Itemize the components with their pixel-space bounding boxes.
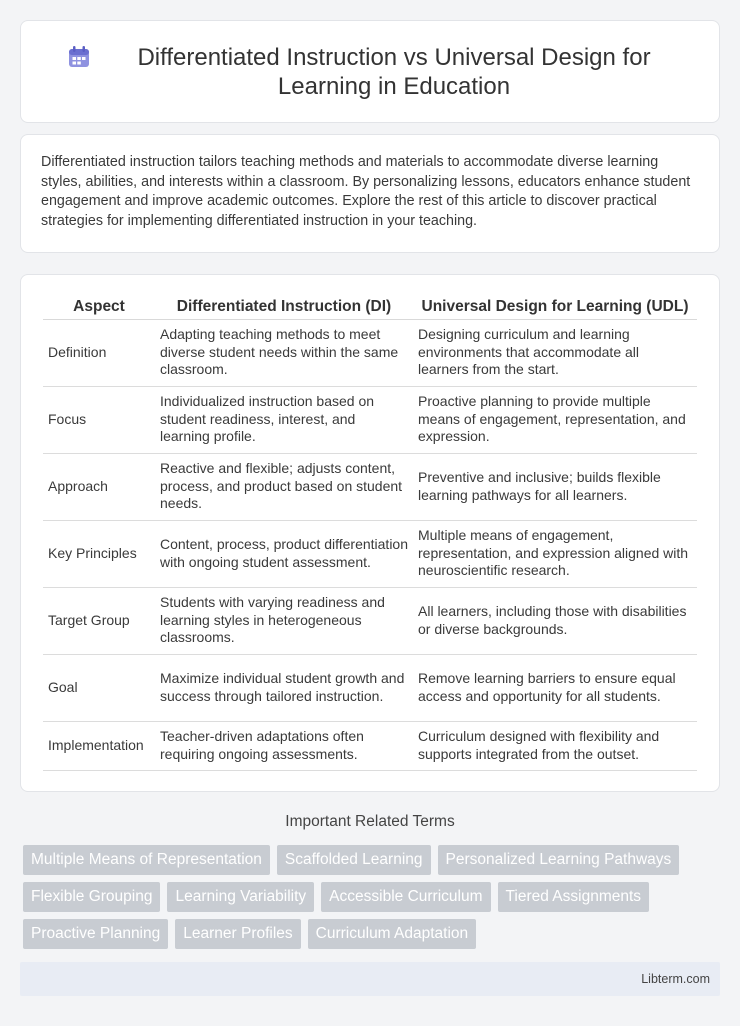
tag-row <box>23 845 723 875</box>
tag-link[interactable]: Flexible Grouping <box>23 882 160 912</box>
cell-di: Adapting teaching methods to meet diverse student needs within the same classroom. <box>155 319 413 386</box>
cell-aspect: Definition <box>43 319 155 386</box>
cell-aspect: Target Group <box>43 587 155 654</box>
cell-di: Maximize individual student growth and success through tailored instruction. <box>155 654 413 721</box>
cell-di: Individualized instruction based on student readiness, interest, and learning profile. <box>155 386 413 453</box>
tag-link[interactable]: Accessible Curriculum <box>321 882 490 912</box>
cell-udl: Multiple means of engagement, representation, and expression aligned with neuroscientific research. <box>413 520 697 587</box>
title-card <box>20 20 720 123</box>
cell-udl: All learners, including those with disabilities or diverse backgrounds. <box>413 587 697 654</box>
cell-di: Content, process, product differentiation with ongoing student assessment. <box>155 520 413 587</box>
cell-udl: Designing curriculum and learning environments that accommodate all learners from the start. <box>413 319 697 386</box>
cell-aspect: Approach <box>43 453 155 520</box>
page-title: Differentiated Instruction vs Universal Design for Learning in Education <box>137 43 651 100</box>
cell-udl: Curriculum designed with flexibility and supports integrated from the outset. <box>413 721 697 770</box>
related-terms-tags <box>23 845 723 956</box>
comparison-card <box>20 274 720 792</box>
calendar-icon <box>66 44 92 70</box>
comparison-table <box>43 295 697 771</box>
cell-aspect: Implementation <box>43 721 155 770</box>
footer-site-link[interactable]: Libterm.com <box>641 972 710 986</box>
cell-udl: Proactive planning to provide multiple means of engagement, representation, and expression. <box>413 386 697 453</box>
tag-link[interactable]: Learner Profiles <box>175 919 300 949</box>
table-row <box>43 587 697 654</box>
related-terms-title: Important Related Terms <box>285 813 455 830</box>
intro-text: Differentiated instruction tailors teaching methods and materials to accommodate diverse learning styles, abilities, and interests within a classroom. By personalizing lessons, educators enhance student engagement and improve academic outcomes. Explore the rest of this article to discover practical strategies for implementing differentiated instruction in your teaching. <box>41 154 691 229</box>
footer <box>20 962 720 996</box>
table-row <box>43 319 697 386</box>
cell-aspect: Key Principles <box>43 520 155 587</box>
table-row <box>43 520 697 587</box>
cell-di: Reactive and flexible; adjusts content, process, and product based on student needs. <box>155 453 413 520</box>
tag-link[interactable]: Curriculum Adaptation <box>308 919 477 949</box>
cell-di: Students with varying readiness and learning styles in heterogeneous classrooms. <box>155 587 413 654</box>
table-row <box>43 453 697 520</box>
table-row <box>43 654 697 721</box>
cell-udl: Preventive and inclusive; builds flexible learning pathways for all learners. <box>413 453 697 520</box>
header-aspect: Aspect <box>43 295 155 319</box>
table-header-row <box>43 295 697 319</box>
table-row <box>43 386 697 453</box>
tag-row <box>23 919 723 949</box>
cell-aspect: Focus <box>43 386 155 453</box>
tag-link[interactable]: Scaffolded Learning <box>277 845 431 875</box>
tag-link[interactable]: Proactive Planning <box>23 919 168 949</box>
header-udl: Universal Design for Learning (UDL) <box>413 295 697 319</box>
tag-link[interactable]: Personalized Learning Pathways <box>438 845 680 875</box>
cell-di: Teacher-driven adaptations often requiring ongoing assessments. <box>155 721 413 770</box>
cell-aspect: Goal <box>43 654 155 721</box>
cell-udl: Remove learning barriers to ensure equal access and opportunity for all students. <box>413 654 697 721</box>
tag-link[interactable]: Multiple Means of Representation <box>23 845 270 875</box>
title-wrap <box>66 43 674 101</box>
tag-link[interactable]: Tiered Assignments <box>498 882 650 912</box>
tag-link[interactable]: Learning Variability <box>167 882 314 912</box>
tag-row <box>23 882 723 912</box>
intro-card <box>20 134 720 253</box>
table-row <box>43 721 697 770</box>
header-di: Differentiated Instruction (DI) <box>155 295 413 319</box>
